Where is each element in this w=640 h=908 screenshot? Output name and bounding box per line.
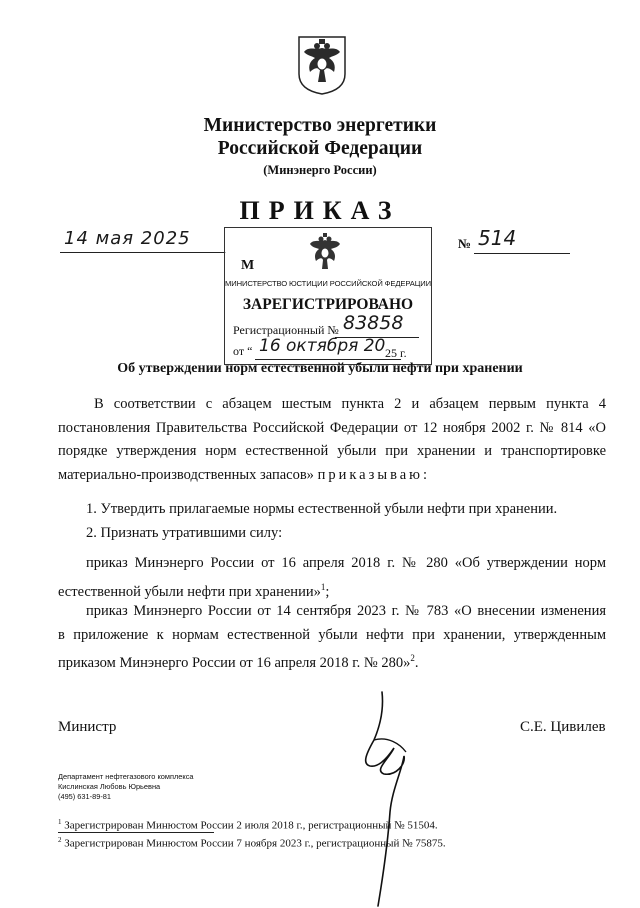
repeal-2-line2: в приложение к нормам естественной убыли нефти при хранении, утвержденным: [58, 626, 606, 643]
repeal-item-1: [58, 552, 606, 604]
stamp-registered-label: ЗАРЕГИСТРИРОВАНО: [242, 296, 414, 313]
signatory-name: С.Е. Цивилев: [520, 719, 606, 735]
document-type-title: ПРИКАЗ: [239, 196, 401, 225]
registration-stamp: [224, 227, 432, 365]
number-underline: [474, 253, 570, 254]
footnote-separator: [58, 832, 214, 833]
footnote-2: [58, 836, 446, 850]
stamp-year-suffix: 25 г.: [385, 346, 407, 360]
signatory-title: Министр: [58, 719, 117, 735]
ministry-short-name: (Минэнерго России): [263, 163, 377, 177]
stamp-from-label: от “: [233, 344, 253, 358]
footnote-1: [58, 818, 438, 832]
footnote-2-mark: 2: [58, 836, 62, 844]
order-number-label: №: [458, 236, 472, 251]
footnote-1-mark: 1: [58, 818, 62, 826]
contact-department: Департамент нефтегазового комплекса: [58, 772, 194, 781]
stamp-date-underline: [255, 359, 401, 360]
preamble-paragraph: [58, 393, 606, 487]
coat-of-arms-emblem: [296, 34, 348, 96]
ministry-name-line1: Министерство энергетики: [203, 115, 437, 136]
handwritten-signature: [344, 690, 454, 908]
repeal-1-line2: естественной убыли нефти при хранении»: [58, 583, 321, 600]
contact-phone: (495) 631-89-81: [58, 792, 112, 801]
footnote-2-text: Зарегистрирован Минюстом России 7 ноября 2023 г., регистрационный № 75875.: [64, 837, 446, 850]
repeal-2-line1: приказ Минэнерго России от 14 сентября 2023 г. № 783 «О внесении изменения: [86, 603, 606, 619]
stamp-letter: М: [241, 258, 255, 273]
footnote-ref-1: 1: [320, 581, 326, 592]
order-word: приказываю:: [317, 466, 431, 483]
preamble-text: В соответствии с абзацем шестым пункта 2 и абзацем первым пункта 4 постановления Правительства Российской Федерации от 12 ноября 2002 г. № 814 «О порядке утверждения норм естественной убыли при хранении и транспортировке материально-производственных запасов»: [58, 396, 606, 483]
stamp-date-handwritten: 16 октября 20: [259, 336, 386, 356]
item-2: 2. Признать утратившими силу:: [86, 525, 283, 541]
date-underline: [60, 252, 226, 253]
ministry-name-line2: Российской Федерации: [217, 138, 423, 159]
item-1: 1. Утвердить прилагаемые нормы естественной убыли нефти при хранении.: [86, 501, 558, 517]
repeal-2-line3-wrap: [58, 647, 606, 675]
footnote-ref-2: 2: [410, 653, 415, 663]
stamp-reg-number-handwritten: 83858: [343, 312, 404, 334]
stamp-ministry-name: МИНИСТЕРСТВО ЮСТИЦИИ РОССИЙСКОЙ ФЕДЕРАЦИИ: [225, 279, 431, 288]
order-subject: Об утверждении норм естественной убыли нефти при хранении: [117, 361, 523, 376]
repeal-item-2: [58, 600, 606, 675]
repeal-2-end: .: [414, 654, 419, 671]
handwritten-date: 14 мая 2025: [64, 228, 191, 249]
stamp-emblem-icon: [305, 232, 345, 274]
repeal-1-end: ;: [325, 583, 330, 600]
repeal-1-line1: приказ Минэнерго России от 16 апреля 2018 г. № 280 «Об утверждении норм: [86, 555, 606, 571]
repeal-2-line3: приказом Минэнерго России от 16 апреля 2018 г. № 280»: [58, 654, 411, 671]
contact-person: Кислинская Любовь Юрьевна: [58, 782, 161, 791]
footnote-1-text: Зарегистрирован Минюстом России 2 июля 2018 г., регистрационный № 51504.: [64, 819, 438, 832]
handwritten-order-number: 514: [478, 226, 517, 250]
stamp-reg-number-label: Регистрационный №: [233, 323, 339, 337]
